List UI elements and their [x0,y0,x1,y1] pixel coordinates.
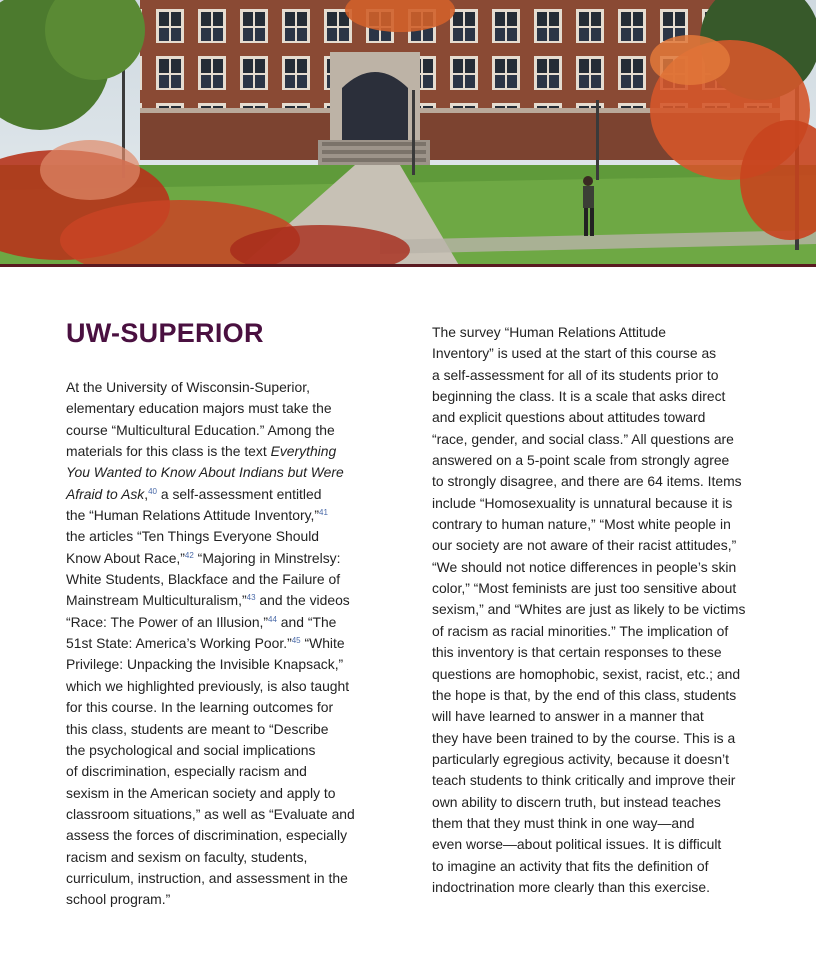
text-line [66,633,368,654]
text-segment: include “Homosexuality is unnatural because it is [432,494,733,511]
text-segment: course “Multicultural Education.” Among the [66,421,335,438]
text-segment: of racism as racial minorities.” The implication of [432,622,729,639]
text-segment: elementary education majors must take the [66,400,332,417]
text-line [432,770,752,791]
italic-title: Everything [270,443,337,460]
section-heading: UW-SUPERIOR [66,318,264,348]
text-segment: school program.” [66,891,171,908]
text-line [432,599,752,620]
text-line [432,706,752,727]
italic-title: You Wanted to Know About Indians but Were [66,464,344,481]
text-segment: them that they must think in one way—and [432,814,695,831]
text-line [66,783,368,804]
text-line [432,322,752,343]
text-segment: the psychological and social implications [66,741,316,758]
text-line [66,526,368,547]
text-line [432,365,752,386]
text-line [66,441,368,462]
text-segment: Know About Race,” [66,549,185,566]
text-segment: and “The [276,613,337,630]
text-line [66,847,368,868]
text-segment: which we highlighted previously, is also taught [66,677,350,694]
text-segment: “Majoring in Minstrelsy: [193,549,341,566]
text-segment: contrary to human nature,” “Most white people in [432,516,731,533]
text-line [66,804,368,825]
text-line [66,462,368,483]
text-segment: own ability to discern truth, but instead teaches [432,793,721,810]
footnote-ref: 40 [148,486,157,496]
text-segment: particularly egregious activity, because it doesn’t [432,750,729,767]
text-line [432,856,752,877]
text-line [432,343,752,364]
text-segment: for this course. In the learning outcomes for [66,699,334,716]
text-segment: Mainstream Multiculturalism,” [66,592,247,609]
text-segment: beginning the class. It is a scale that asks direct [432,388,726,405]
text-segment: will have learned to answer in a manner that [432,708,704,725]
text-line [66,484,368,505]
text-line [432,578,752,599]
text-line [432,877,752,898]
text-segment: questions are homophobic, sexist, racist, etc.; and [432,665,741,682]
text-segment: the “Human Relations Attitude Inventory,” [66,507,319,524]
text-line [66,654,368,675]
text-line [432,386,752,407]
text-line [66,868,368,889]
text-line [432,407,752,428]
footnote-ref: 45 [291,636,301,646]
text-segment: a self-assessment for all of its students prior to [432,366,719,383]
italic-title: Afraid to Ask [66,485,145,502]
text-line [432,728,752,749]
text-line [432,749,752,770]
text-line [66,505,368,526]
text-line [66,569,368,590]
text-segment: 51st State: America’s Working Poor.” [66,635,292,652]
text-segment: and explicit questions about attitudes toward [432,409,706,426]
text-segment: teach students to think critically and improve their [432,772,736,789]
text-line [432,664,752,685]
footnote-ref: 42 [184,550,194,560]
footnote-ref: 44 [268,614,277,624]
text-segment: the hope is that, by the end of this class, students [432,686,737,703]
text-segment: a self-assessment entitled [157,485,322,502]
text-segment: “We should not notice differences in people’s skin [432,558,737,575]
text-line [432,429,752,450]
text-line [66,676,368,697]
text-segment: of discrimination, especially racism and [66,763,307,780]
text-segment: “White [300,635,345,652]
text-line [432,834,752,855]
text-line [432,471,752,492]
footnote-ref: 43 [246,593,256,603]
text-segment: At the University of Wisconsin-Superior, [66,379,310,395]
text-line [66,420,368,441]
text-segment: indoctrination more clearly than this exercise. [432,878,710,895]
campus-photo [0,0,816,267]
text-line [66,697,368,718]
text-line [66,761,368,782]
text-segment: classroom situations,” as well as “Evaluate and [66,805,355,822]
text-segment: sexism in the American society and apply to [66,784,336,801]
text-line [66,612,368,633]
text-line [66,548,368,569]
text-line [66,377,368,398]
text-line [66,740,368,761]
right-column-text [432,322,752,898]
text-line [432,621,752,642]
text-line [432,792,752,813]
text-segment: to imagine an activity that fits the definition of [432,857,709,874]
text-segment: they have been trained to by the course. This is a [432,729,736,746]
text-line [432,514,752,535]
text-segment: White Students, Blackface and the Failure of [66,571,341,588]
text-segment: sexism,” and “Whites are just as likely to be victims [432,601,746,618]
text-line [66,825,368,846]
text-segment: our society are not aware of their racist attitudes,” [432,537,737,554]
text-segment: materials for this class is the text [66,443,271,460]
text-segment: this class, students are meant to “Describe [66,720,329,737]
text-line [432,535,752,556]
text-segment: “Race: The Power of an Illusion,” [66,613,269,630]
text-line [432,493,752,514]
text-line [66,590,368,611]
text-line [66,889,368,910]
text-segment: “race, gender, and social class.” All questions are [432,430,734,447]
text-line [66,719,368,740]
text-segment: color,” “Most feminists are just too sensitive about [432,580,737,597]
text-segment: even worse—about political issues. It is difficult [432,836,722,853]
text-line [432,813,752,834]
text-line [432,450,752,471]
text-line [432,685,752,706]
text-segment: the articles “Ten Things Everyone Should [66,528,320,545]
text-segment: curriculum, instruction, and assessment in the [66,869,348,886]
text-segment: The survey “Human Relations Attitude [432,324,666,340]
text-line [432,557,752,578]
text-segment: to strongly disagree, and there are 64 items. Items [432,473,742,490]
footnote-ref: 41 [319,508,328,518]
text-segment: racism and sexism on faculty, students, [66,848,308,865]
text-segment: Privilege: Unpacking the Invisible Knapsack,” [66,656,344,673]
text-line [432,642,752,663]
text-segment: and the videos [255,592,350,609]
text-segment: Inventory” is used at the start of this course as [432,345,717,362]
text-segment: , [144,485,149,502]
text-segment: answered on a 5-point scale from strongly agree [432,452,730,469]
text-segment: this inventory is that certain responses to these [432,644,722,661]
left-column-text [66,377,368,911]
text-segment: assess the forces of discrimination, especially [66,827,348,844]
text-line [66,398,368,419]
